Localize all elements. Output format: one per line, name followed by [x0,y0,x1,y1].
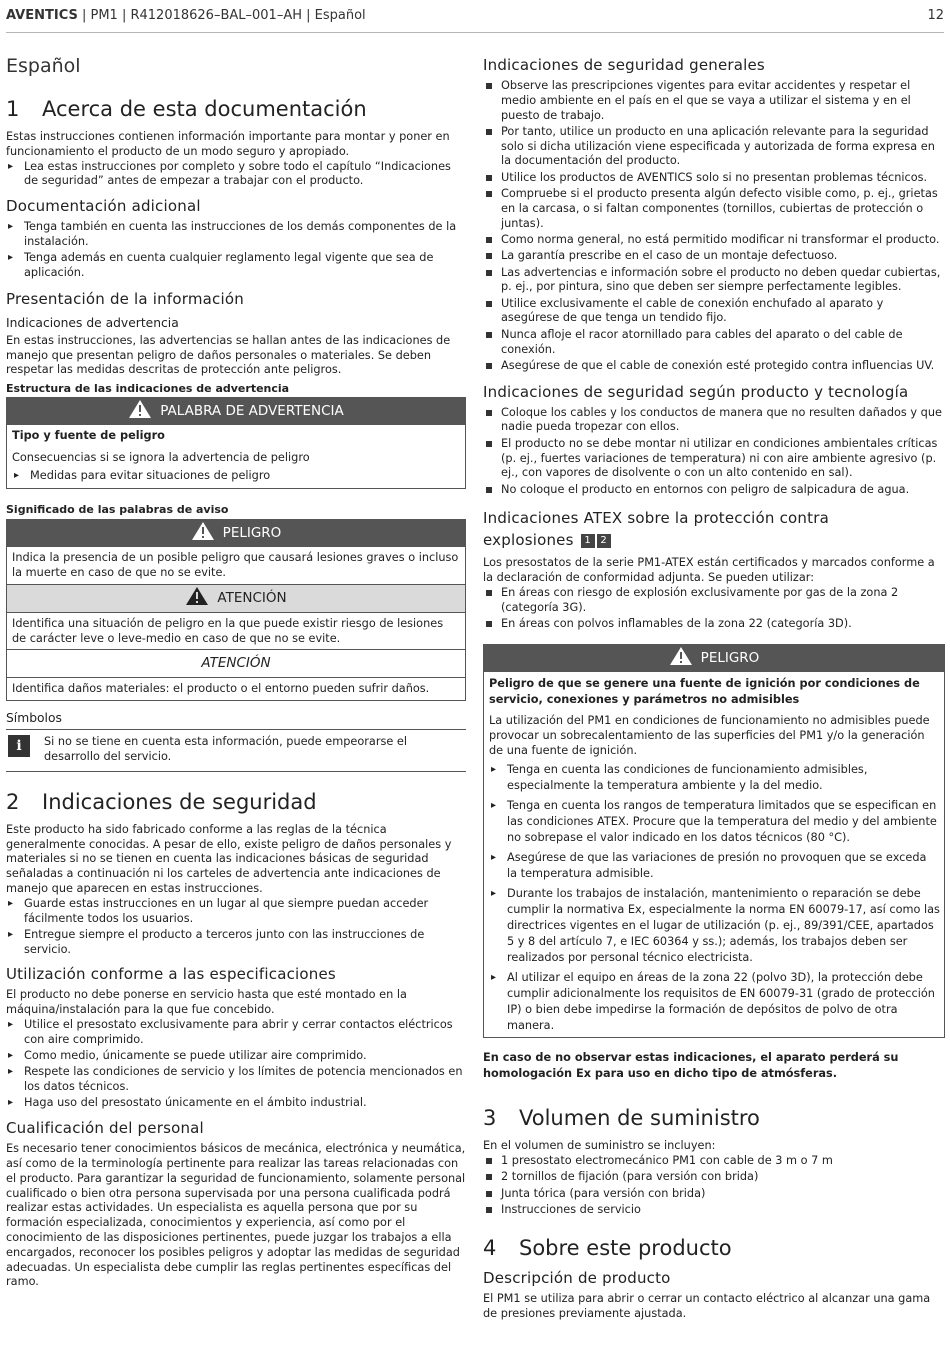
list-item: ▸ Respete las condiciones de servicio y los límites de potencia mencionados en los datos técnicos. [6,1065,466,1095]
atex-danger-title-text: Peligro de que se genere una fuente de ignición por condiciones de servicio, conexiones y parámetros no admisibles [489,676,920,706]
notice-bar [7,649,465,678]
info-symbol-text: Si no se tiene en cuenta esta información, puede empeorarse el desarrollo del servicio. [44,735,407,763]
list-item: ▸ Como medio, únicamente se puede utilizar aire comprimido. [6,1049,466,1064]
section-2-list [6,897,466,958]
list-item: ▸ Al utilizar el equipo en áreas de la zona 22 (polvo 3D), la protección debe cumplir adicionalmente los requisitos de EN 60079-31 (grado de protección IP) o bien debe impedirse la formación de depósitos de polvo de otra manera. [489,970,940,1034]
warning-word-label: PALABRA DE ADVERTENCIA [160,403,344,420]
additional-docs-heading: Documentación adicional [6,197,201,216]
warning-structure-heading: Estructura de las indicaciones de advertencia [6,382,290,396]
section-1-heading [6,97,466,121]
atex-list [483,586,945,632]
warning-triangle-icon [128,399,152,419]
atex-text: Los presostatos de la serie PM1-ATEX están certificados y marcados conforme a la declaración de conformidad adjunta. Se pueden utilizar: [483,556,935,585]
atex-title-line-2: explosiones [483,531,574,550]
atex-title-line-1: Indicaciones ATEX sobre la protección contra [483,509,829,528]
section-2-title: Indicaciones de seguridad [42,789,317,814]
personnel-heading: Cualificación del personal [6,1119,204,1138]
warning-structure-box [6,397,466,489]
list-item: Instrucciones de servicio [483,1203,945,1218]
list-item: Utilice exclusivamente el cable de conexión enchufado al aparato y asegúrese de que tenga un tendido fijo. [483,297,945,327]
list-item: Coloque los cables y los conductos de manera que no resulten dañados y que nadie pueda tropezar con ellos. [483,406,945,436]
warning-consequences-row: Consecuencias si se ignora la advertencia de peligro [12,451,310,465]
personnel-text: Es necesario tener conocimientos básicos de mecánica, electrónica y neumática, así como de la terminología pertinente para realizar las tareas relacionadas con el producto. Para garantizar la seguridad de funcionamiento, solamente personal cualificado o bien otra persona supervisada por una persona cualificada podrá realizar estas actividades. Un especialista es aquella persona que por su formación especializada, conocimientos y experiencia, así como por el conocimiento de las disposiciones pertinentes, puede juzgar los trabajos a ella encargados, reconocer los posibles peligros y adoptar las medidas de seguridad adecuadas. Un especialista debe cumplir las reglas pertinentes específicas del ramo. [6,1142,466,1289]
section-4-heading [483,1236,945,1260]
list-item: Por tanto, utilice un producto en una aplicación relevante para la seguridad solo si dicha utilización viene especificada y autorizada de forma expresa en la documentación del producto. [483,125,945,169]
product-safety-heading: Indicaciones de seguridad según producto y tecnología [483,382,909,401]
warning-type-label: Tipo y fuente de peligro [12,429,165,443]
info-symbol-row [6,729,466,772]
intended-use-text: El producto no debe ponerse en servicio hasta que esté montado en la máquina/instalación para la que fue concebido. [6,988,407,1017]
list-item: ▸ Tenga también en cuenta las instrucciones de los demás componentes de la instalación. [6,220,466,250]
notice-label: ATENCIÓN [201,655,271,672]
product-description-heading: Descripción de producto [483,1268,671,1287]
warning-measures-list [7,469,465,488]
product-safety-list [483,406,945,498]
caution-bar [7,584,465,612]
atex-danger-list [484,761,944,1037]
list-item: Nunca afloje el racor atornillado para cables del aparato o del cable de conexión. [483,328,945,358]
atex-danger-bar [484,645,944,672]
section-4-title: Sobre este producto [519,1235,732,1260]
warning-word-bar [7,398,465,425]
section-1-intro: Estas instrucciones contienen información importante para montar y poner en funcionamiento el producto de un modo seguro y apropiado. [6,130,450,158]
supply-list [483,1154,945,1218]
list-item: ▸ Haga uso del presostato únicamente en el ámbito industrial. [6,1096,466,1111]
right-column [483,48,945,1321]
warnings-subheading: Indicaciones de advertencia [6,315,179,330]
list-item: Compruebe si el producto presenta algún defecto visible como, p. ej., grietas en la carcasa, o si faltan componentes (tornillos, cubiertas de protección o juntas). [483,187,945,231]
list-item: Observe las prescripciones vigentes para evitar accidentes y respetar el medio ambiente en el país en el que se vaya a utilizar el sistema y en el puesto de trabajo. [483,79,945,123]
intended-use-heading: Utilización conforme a las especificaciones [6,965,336,984]
signal-words-box [6,519,466,701]
section-1-number: 1 [6,97,20,121]
general-safety-list [483,79,945,374]
atex-danger-text: La utilización del PM1 en condiciones de funcionamiento no admisibles puede provocar un sobrecalentamiento de las superficies del PM1 y/o la generación de una fuente de ignición. [489,713,930,757]
list-item: ▸ Asegúrese de que las variaciones de presión no provoquen que se exceda la temperatura admisible. [489,850,940,882]
atex-heading [483,507,945,551]
list-item: Las advertencias e información sobre el producto no deben quedar cubiertas, p. ej., por pintura, sino que deben ser siempre perfectamente legibles. [483,266,945,296]
list-item: El producto no se debe montar ni utilizar en condiciones ambientales críticas (p. ej., fuertes variaciones de temperatura) ni con aire ambiente agresivo (p. ej., con vapores de disolvente o con un alto contenido en sal). [483,437,945,481]
caution-description: Identifica una situación de peligro en la que puede existir riesgo de lesiones de carácter leve o leve-medio en caso de que no se evite. [7,612,465,650]
section-1-title: Acerca de esta documentación [42,97,367,121]
section-2-heading [6,790,466,814]
warning-triangle-icon [185,586,209,606]
danger-description: Indica la presencia de un posible peligro que causará lesiones graves o incluso la muerte en caso de que no se evite. [12,551,459,579]
list-item: ▸ Durante los trabajos de instalación, mantenimiento o reparación se debe cumplir la normativa Ex, especialmente la norma EN 60079-17, así como las directrices vigentes en el lugar de utilización (p. ej., 89/391/CEE, apartados 5 y 8 del artículo 7, e IEC 60364 y ss.); además, los trabajos deben ser realizados por personal técnico electricista. [489,886,940,966]
atex-note: En caso de no observar estas indicaciones, el aparato perderá su homologación Ex para uso en dicho tipo de atmósferas. [483,1051,899,1081]
section-2-text: Este producto ha sido fabricado conforme a las reglas de la técnica generalmente conocidas. A pesar de ello, existe peligro de daños personales y materiales si no se tienen en cuenta las indicaciones básicas de seguridad señaladas a continuación ni los carteles de advertencia ante indicaciones de manejo que aparecen en estas instrucciones. [6,822,452,895]
header-doc-info [6,8,366,23]
language-title: Español [6,55,81,77]
list-item: ▸ Tenga en cuenta las condiciones de funcionamiento admisibles, especialmente la temperatura ambiente y la del medio. [489,762,940,794]
atex-tag-2: 2 [597,534,611,548]
danger-bar [7,520,465,547]
warning-type-row [7,425,465,447]
signal-words-heading: Significado de las palabras de aviso [6,503,229,517]
list-item: En áreas con riesgo de explosión exclusivamente por gas de la zona 2 (categoría 3G). [483,586,945,616]
section-3-heading [483,1106,945,1130]
list-item: La garantía prescribe en el caso de un montaje defectuoso. [483,249,945,264]
section-3-title: Volumen de suministro [519,1106,760,1131]
atex-danger-label: PELIGRO [700,649,760,666]
list-item: ▸ Utilice el presostato exclusivamente para abrir y cerrar contactos eléctricos con aire comprimido. [6,1018,466,1048]
product-description-text: El PM1 se utiliza para abrir o cerrar un contacto eléctrico al alcanzar una gama de presiones previamente ajustada. [483,1291,931,1320]
list-item: 2 tornillos de fijación (para versión con brida) [483,1170,945,1185]
header-brand: AVENTICS [6,8,78,23]
list-item: En áreas con polvos inflamables de la zona 22 (categoría 3D). [483,617,945,632]
header-doc-ref: | PM1 | R412018626–BAL–001–AH | Español [77,8,366,23]
list-item: ▸ Medidas para evitar situaciones de peligro [12,469,465,484]
general-safety-heading: Indicaciones de seguridad generales [483,56,765,74]
left-column [6,48,466,1290]
notice-description: Identifica daños materiales: el producto o el entorno pueden sufrir daños. [12,682,430,696]
info-icon: i [8,735,30,757]
danger-label: PELIGRO [222,525,282,542]
list-item: Asegúrese de que el cable de conexión esté protegido contra influencias UV. [483,359,945,374]
warnings-text: En estas instrucciones, las advertencias se hallan antes de las indicaciones de manejo que presentan peligro de daños personales o materiales. Se deben respetar las medidas descritas de protección ante peligros. [6,333,451,377]
section-3-text: En el volumen de suministro se incluyen: [483,1139,716,1153]
presentation-heading: Presentación de la información [6,289,244,308]
section-1-list [6,160,466,190]
list-item: ▸ Lea estas instrucciones por completo y sobre todo el capítulo “Indicaciones de seguridad” antes de empezar a trabajar con el producto. [6,160,466,190]
section-4-number: 4 [483,1235,497,1260]
list-item: ▸ Guarde estas instrucciones en un lugar al que siempre puedan acceder fácilmente todos los usuarios. [6,897,466,927]
atex-tag-1: 1 [581,534,595,548]
section-3-number: 3 [483,1106,497,1131]
warning-triangle-icon [191,521,215,541]
list-item: ▸ Tenga en cuenta los rangos de temperatura limitados que se especifican en las condiciones ATEX. Procure que la temperatura del medio y del ambiente no sobrepase el valor indicado en los datos técnicos (80 °C). [489,798,940,846]
list-item: 1 presostato electromecánico PM1 con cable de 3 m o 7 m [483,1154,945,1169]
section-2-number: 2 [6,789,20,814]
additional-docs-list [6,220,466,281]
atex-danger-box [483,644,945,1038]
list-item: ▸ Tenga además en cuenta cualquier reglamento legal vigente que sea de aplicación. [6,251,466,281]
intended-use-list [6,1018,466,1111]
symbols-heading: Símbolos [6,711,62,726]
list-item: ▸ Entregue siempre el producto a terceros junto con las instrucciones de servicio. [6,928,466,958]
page-number: 12 [927,8,944,23]
list-item: Junta tórica (para versión con brida) [483,1187,945,1202]
list-item: Como norma general, no está permitido modificar ni transformar el producto. [483,233,945,248]
list-item: No coloque el producto en entornos con peligro de salpicadura de agua. [483,483,945,498]
atex-danger-title [484,672,944,711]
page-header [6,0,944,33]
list-item: Utilice los productos de AVENTICS solo si no presentan problemas técnicos. [483,171,945,186]
caution-label: ATENCIÓN [217,589,287,606]
warning-triangle-icon [669,646,693,666]
